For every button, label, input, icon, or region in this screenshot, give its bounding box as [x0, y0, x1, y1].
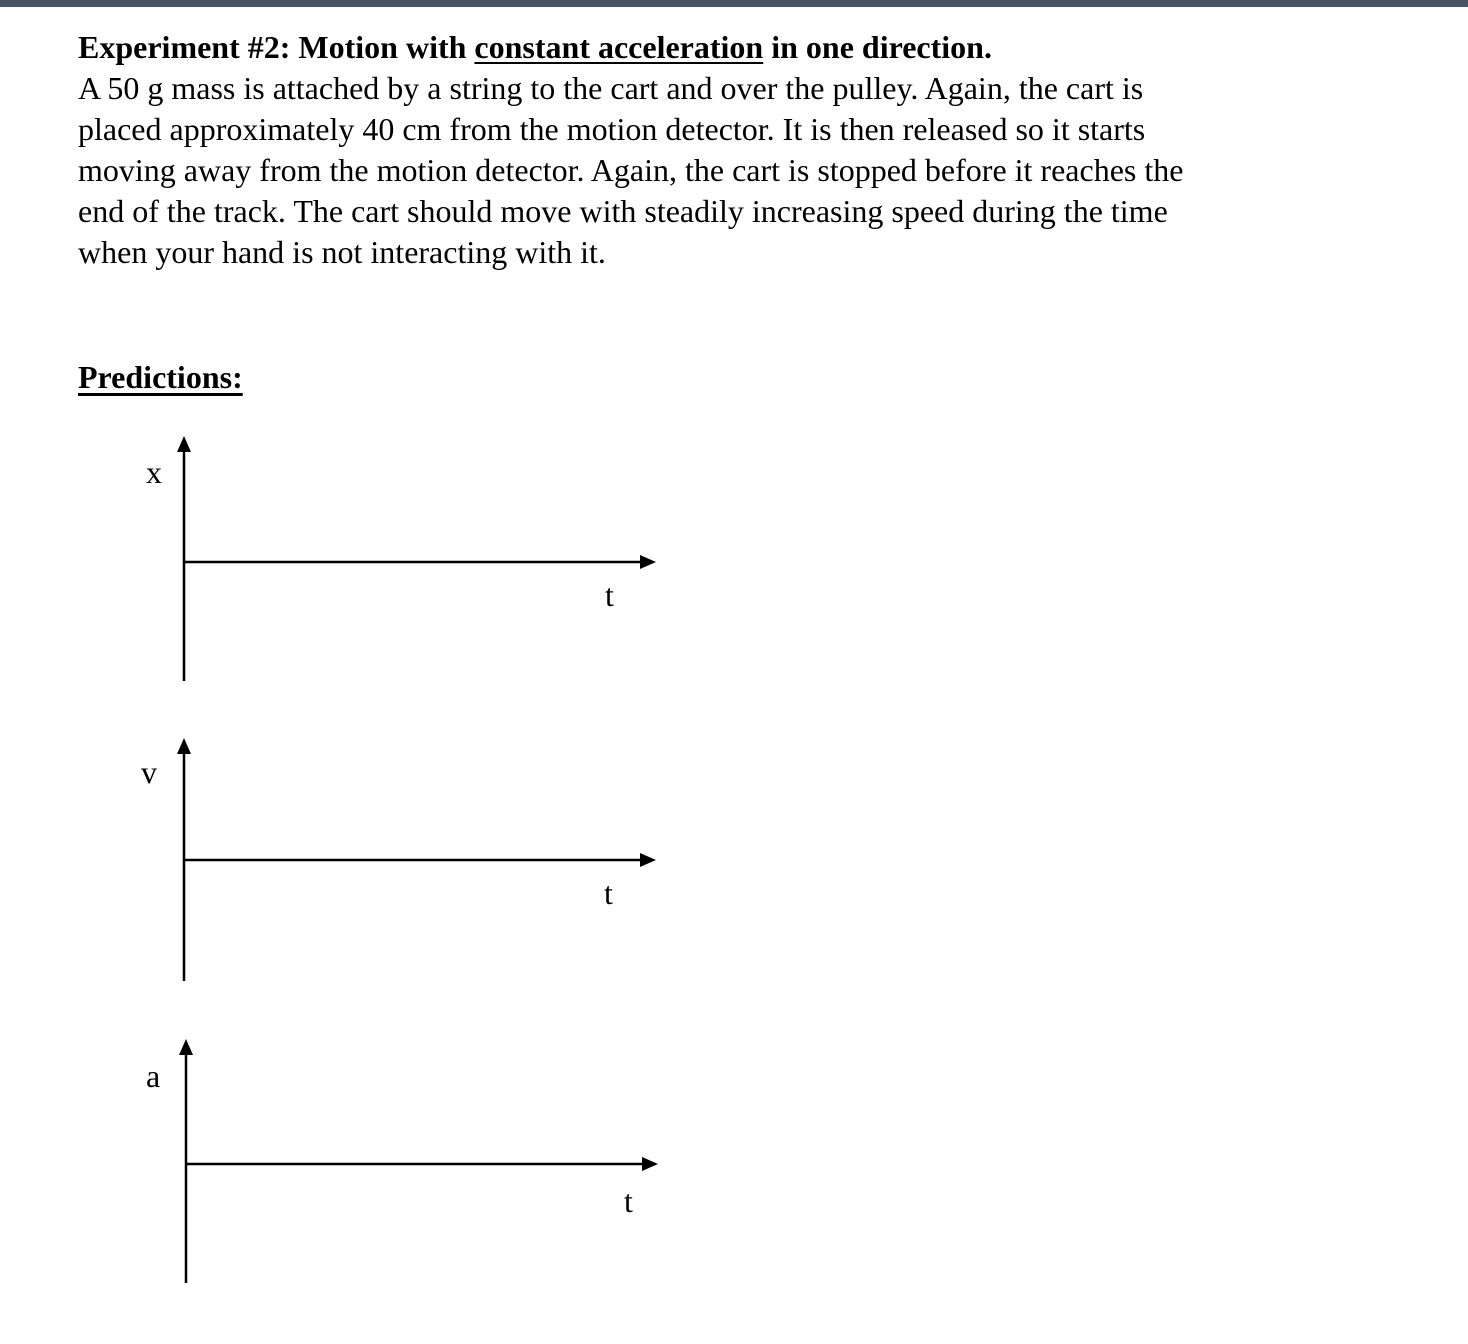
graph-a-t-label: t — [624, 1183, 633, 1219]
description-line-4: end of the track. The cart should move with steadily increasing speed during the time — [78, 193, 1168, 229]
graph-x-vertical-arrowhead — [177, 436, 191, 452]
predictions-heading: Predictions: — [78, 359, 243, 395]
heading-prefix: Experiment #2: Motion with — [78, 29, 475, 65]
graph-a-vs-t — [179, 1039, 658, 1283]
heading-suffix: in one direction. — [763, 29, 992, 65]
graph-v-horizontal-arrowhead — [640, 853, 656, 867]
graph-a-vertical-arrowhead — [179, 1039, 193, 1055]
description-line-1: A 50 g mass is attached by a string to the cart and over the pulley. Again, the cart is — [78, 70, 1144, 106]
description-line-3: moving away from the motion detector. Again, the cart is stopped before it reaches the — [78, 152, 1184, 188]
graph-a-horizontal-arrowhead — [642, 1157, 658, 1171]
description-line-5: when your hand is not interacting with it. — [78, 234, 606, 270]
graph-a-y-label: a — [146, 1058, 161, 1094]
graph-v-t-label: t — [604, 875, 613, 911]
graph-x-horizontal-arrowhead — [640, 555, 656, 569]
graph-x-t-label: t — [605, 577, 614, 613]
description-line-2: placed approximately 40 cm from the motion detector. It is then released so it starts — [78, 111, 1146, 147]
graph-v-y-label: v — [141, 754, 157, 790]
graph-x-vs-t — [177, 436, 656, 681]
heading-emphasis: constant acceleration — [474, 29, 764, 65]
graph-v-vs-t — [177, 738, 656, 981]
graph-v-vertical-arrowhead — [177, 738, 191, 754]
graph-x-y-label: x — [146, 454, 162, 490]
